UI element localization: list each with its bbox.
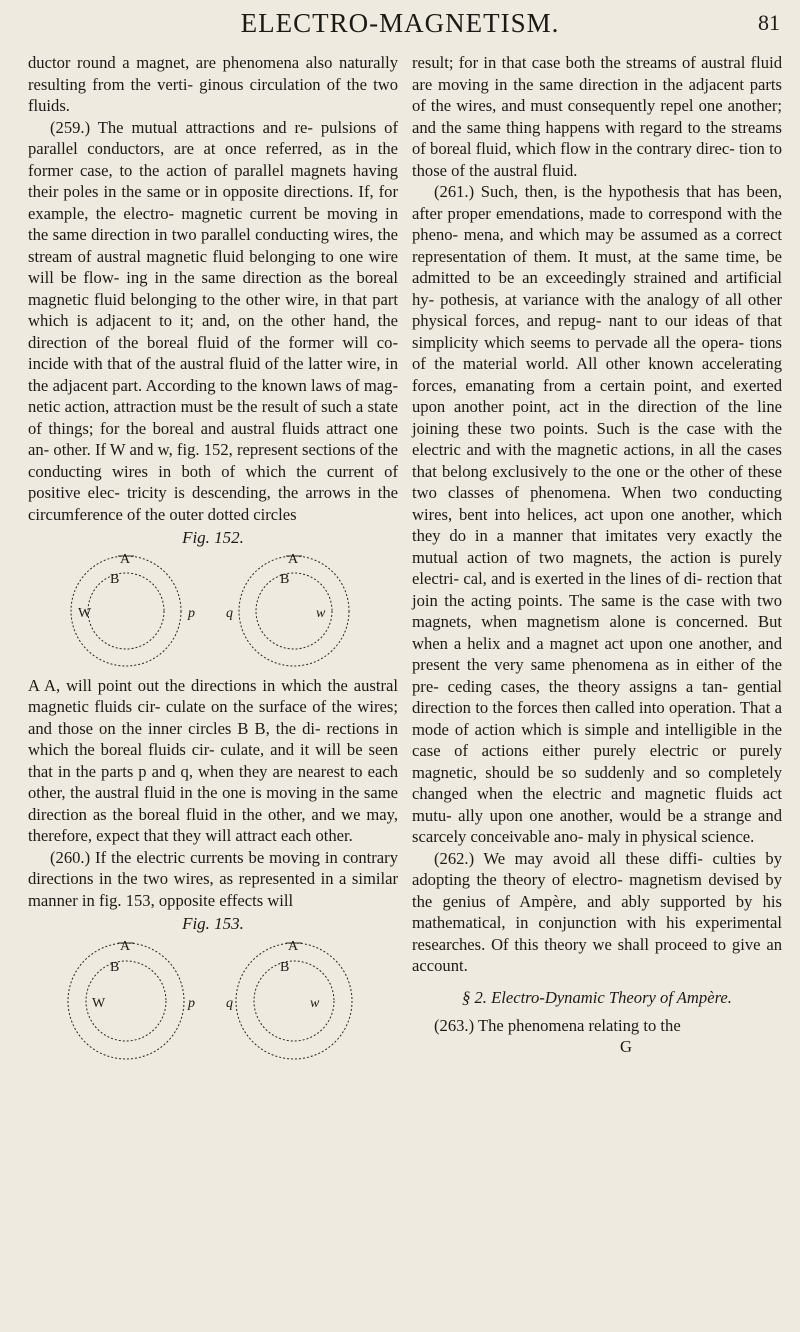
- fig152-inner-circle-left: [88, 573, 164, 649]
- fig152-label-a-left: A: [120, 551, 131, 567]
- fig152-label-w-right: w: [316, 605, 326, 621]
- fig153-label-a-left: A: [120, 938, 131, 954]
- fig153-label-b-left: B: [110, 959, 120, 975]
- fig152-label-q: q: [226, 605, 233, 621]
- section-heading-ampere: § 2. Electro-Dynamic Theory of Ampère.: [462, 987, 732, 1007]
- paragraph-fig152-explanation: A A, will point out the directions in which the austral magnetic fluids cir- culate on the surface of the wires; and those on the inner circles B B, the di- rections in which the boreal fluids cir- culate, and it will be seen that in the parts p and q, when they are nearest to each other, the austral fluid in the one is moving in the same direction as the boreal fluid in the other, and we may, therefore, expect that they will attract each other.: [28, 675, 398, 845]
- fig153-inner-circle-right: [254, 961, 334, 1041]
- paragraph-263: (263.) The phenomena relating to the: [434, 1015, 681, 1035]
- fig-153-diagram: [48, 937, 378, 1065]
- signature-mark: G: [620, 1037, 632, 1056]
- running-header: [0, 8, 800, 48]
- paragraph-continuation-right: result; for in that case both the streams of austral fluid are moving in the same direction in the adjacent parts of the wires, and must consequently repel one another; and the same thing happens with regard to the streams of boreal fluid, which flow in the contrary direc- tion to those of the austral fluid.: [412, 53, 782, 180]
- fig152-label-b-right: B: [280, 571, 290, 587]
- fig152-label-b-left: B: [110, 571, 120, 587]
- fig153-label-a-right: A: [288, 938, 299, 954]
- fig153-label-b-right: B: [280, 959, 290, 975]
- fig153-label-w-right: w: [310, 995, 320, 1011]
- fig152-label-p: p: [188, 605, 195, 621]
- fig-152-caption: Fig. 152.: [182, 528, 244, 547]
- left-column: [28, 52, 398, 1069]
- right-column: [412, 52, 782, 1058]
- fig153-label-p: p: [188, 995, 195, 1011]
- paragraph-continuation: ductor round a magnet, are phenomena also naturally resulting from the verti- ginous circulation of the two fluids.: [28, 53, 398, 115]
- fig-153-caption: Fig. 153.: [182, 914, 244, 933]
- fig152-label-w-left: W: [78, 605, 92, 621]
- paragraph-260: (260.) If the electric currents be moving in contrary directions in the two wires, as represented in a similar manner in fig. 153, opposite effects will: [28, 847, 398, 910]
- fig-152-diagram: [48, 551, 378, 671]
- running-title: ELECTRO-MAGNETISM.: [240, 8, 560, 38]
- paragraph-261: (261.) Such, then, is the hypothesis that has been, after proper emendations, made to correspond with the pheno- mena, and which may be assumed as a correct representation of them. It must, at the same time, be admitted to be an exceedingly strained and artificial hy- pothesis, at variance with the analogy of all other physical forces, and repug- nant to our ideas of that simplicity which seems to pervade all the opera- tions of the material world. All other known accelerating forces, emanating from a certain point, and exerted upon another point, act in the direction of the line joining these two points. Such is the case with the electric and with the magnetic actions, in all the cases that belong exclusively to the one or the other of these two classes of phenomena. When two conducting wires, bent into helices, act upon one another, which they do in a manner that imitates very exactly the mutual action of two magnets, the action is purely electri- cal, and is exerted in the lines of di- rection that join the acting points. The same is the case with two magnets, when magnetism alone is concerned. But when a helix and a magnet act upon one another, and present the very same phenomena as in either of the pre- ceding cases, the theory assigns a tan- gential direction to the forces then called into operation. That a mode of action which is simple and intelligible in the case of actions either purely electric or purely magnetic, should be so suddenly and so completely changed when the electric and magnetic fluids act mutu- ally upon one another, would be a strange and scarcely conceivable ano- maly in physical science.: [412, 182, 782, 846]
- fig153-label-w-left: W: [92, 995, 106, 1011]
- fig153-label-q: q: [226, 995, 233, 1011]
- fig153-outer-circle-left: [68, 943, 184, 1059]
- fig153-outer-circle-right: [236, 943, 352, 1059]
- page-number: 81: [758, 10, 780, 35]
- paragraph-262: (262.) We may avoid all these diffi- culties by adopting the theory of electro- magnetism devised by the genius of Ampère, and ably supported by his mathematical, in conjunction with his experimental researches. Of this theory we shall proceed to give an account.: [412, 848, 782, 975]
- fig152-label-a-right: A: [288, 551, 299, 567]
- paragraph-259: (259.) The mutual attractions and re- pulsions of parallel conductors, are at once referred, as in the former case, to the action of parallel magnets having their poles in the same or in opposite directions. If, for example, the electro- magnetic current be moving in the same direction in two parallel conducting wires, the stream of austral magnetic fluid belonging to one wire will be flow- ing in the same direction as the boreal magnetic fluid belonging to the other wire, in that part which is adjacent to it; and, on the other hand, the direction of the boreal fluid of the former will co- incide with that of the austral fluid of the latter wire, in the adjacent part. According to the known laws of mag- netic action, attraction must be the result of such a state of things; for the boreal and austral fluids attract one an- other. If W and w, fig. 152, represent sections of the conducting wires in both of which the current of positive elec- tricity is descending, the arrows in the circumference of the outer dotted circles: [28, 117, 398, 524]
